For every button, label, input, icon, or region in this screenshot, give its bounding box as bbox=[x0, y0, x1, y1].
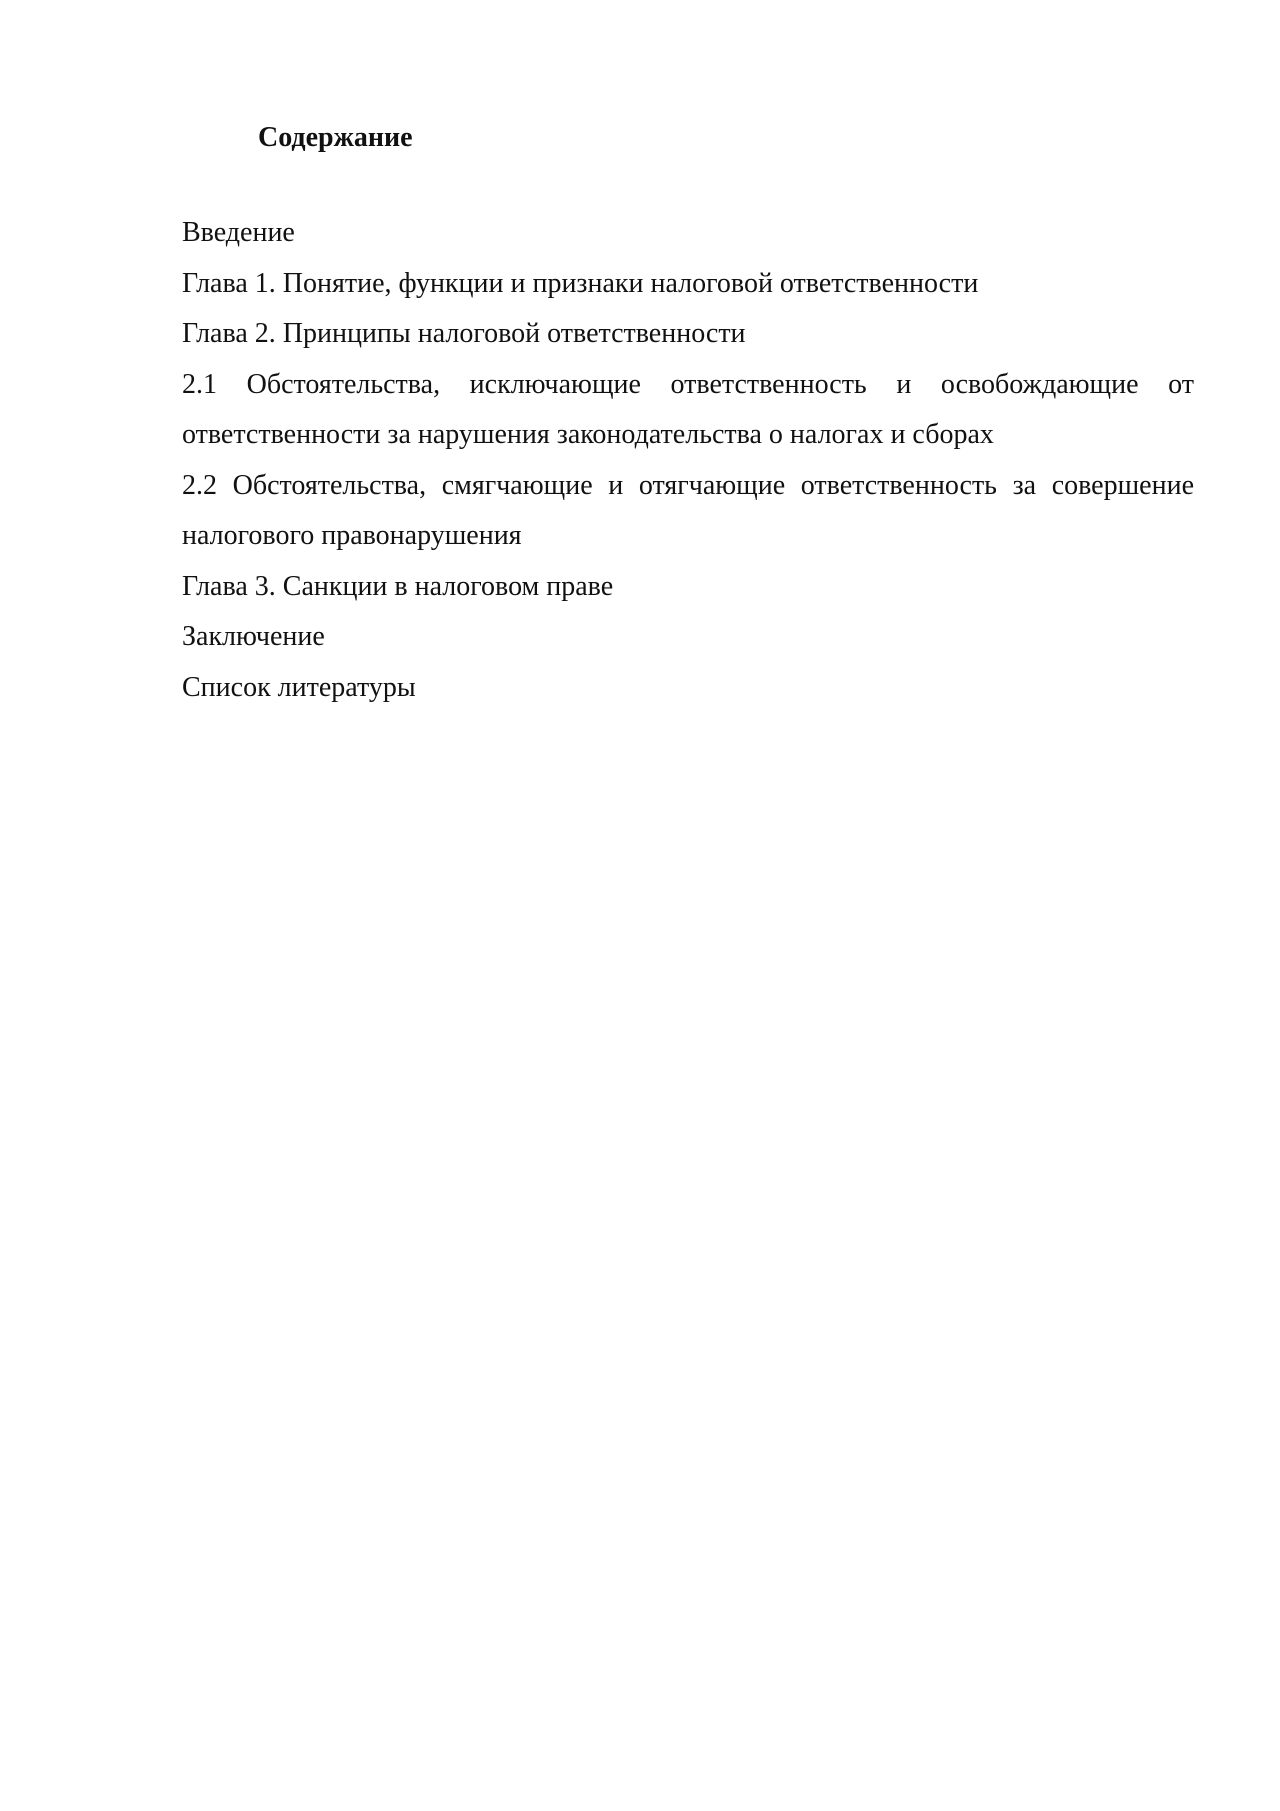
toc-item-chapter-2: Глава 2. Принципы налоговой ответственности bbox=[182, 318, 746, 349]
toc-item-section-2-1: 2.1 Обстоятельства, исключающие ответственность и освобождающие от ответственности за нарушения законодательства о налогах и сборах bbox=[182, 368, 1194, 450]
toc-item-introduction: Введение bbox=[182, 217, 295, 248]
toc-item-chapter-3: Глава 3. Санкции в налоговом праве bbox=[182, 570, 614, 602]
toc-item-chapter-1: Глава 1. Понятие, функции и признаки налоговой ответственности bbox=[182, 267, 979, 299]
toc-item-section-2-2: 2.2 Обстоятельства, смягчающие и отягчающие ответственность за совершение налогового правонарушения bbox=[182, 469, 1194, 551]
toc-item-bibliography: Список литературы bbox=[182, 671, 416, 703]
toc-item-conclusion: Заключение bbox=[182, 621, 325, 652]
page-title: Содержание bbox=[258, 122, 413, 153]
table-of-contents bbox=[182, 208, 1194, 713]
